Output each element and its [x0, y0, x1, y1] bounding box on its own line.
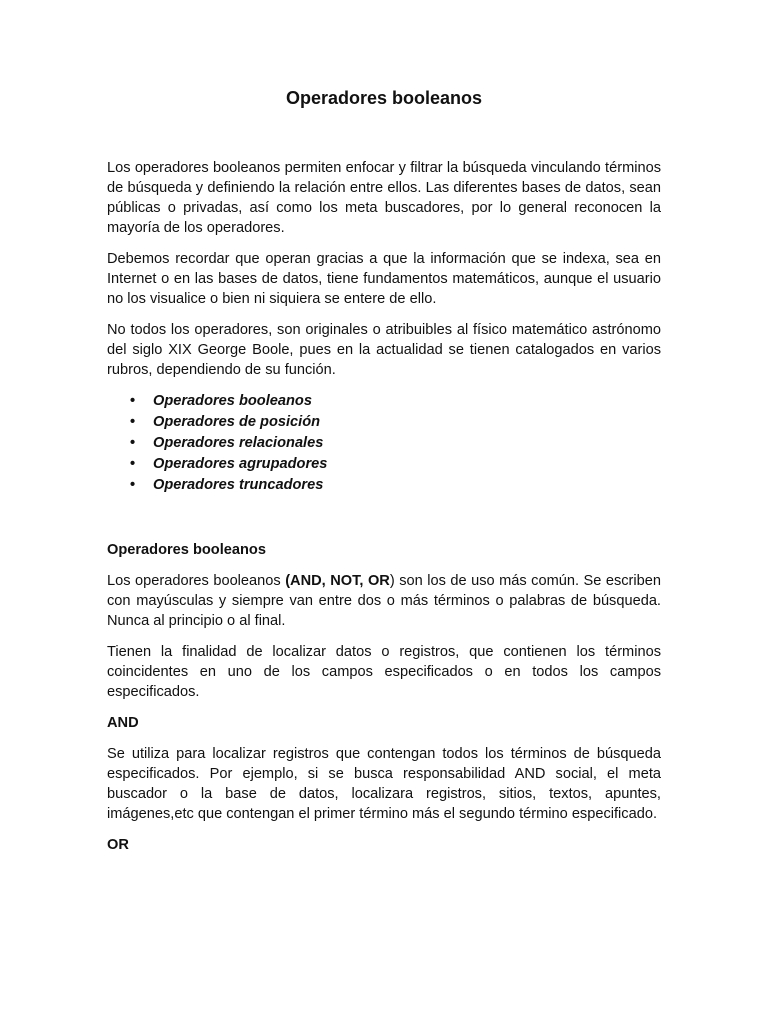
document-title: Operadores booleanos: [285, 88, 483, 108]
section-heading-booleanos: Operadores booleanos: [107, 542, 266, 558]
section-heading-and: AND: [107, 715, 139, 731]
bullet-icon: •: [130, 393, 136, 409]
section-booleanos-paragraph-1: [107, 571, 661, 631]
list-item: [107, 475, 661, 496]
intro-paragraph-2: Debemos recordar que operan gracias a que la información que se indexa, sea en Internet o en las bases de datos, tiene fundamentos matemáticos, aunque el usuario no los visualice o bien ni siquiera se entere de ello.: [107, 251, 661, 307]
operators-emphasis: (AND, NOT, OR: [285, 573, 390, 589]
document-body: [107, 158, 661, 866]
text-run: ) son los de uso más común. Se escriben con mayúsculas y siempre van entre dos o más términos o palabras de búsqueda. Nunca al principio o al final.: [107, 573, 661, 629]
bullet-icon: •: [130, 414, 136, 430]
list-item-label: Operadores relacionales: [153, 435, 324, 451]
list-item-label: Operadores de posición: [153, 414, 321, 430]
bullet-icon: •: [130, 456, 136, 472]
list-item: [107, 412, 661, 433]
intro-paragraph-1: Los operadores booleanos permiten enfocar y filtrar la búsqueda vinculando términos de búsqueda y definiendo la relación entre ellos. Las diferentes bases de datos, sean públicas o privadas, así como los meta buscadores, por lo general reconocen la mayoría de los operadores.: [107, 160, 661, 236]
intro-paragraph-3: No todos los operadores, son originales o atribuibles al físico matemático astrónomo del siglo XIX George Boole, pues en la actualidad se tienen catalogados en varios rubros, dependiendo de su función.: [107, 322, 661, 378]
list-item: [107, 391, 661, 412]
list-item-label: Operadores truncadores: [153, 477, 324, 493]
text-run: Los operadores booleanos: [107, 573, 286, 589]
bullet-icon: •: [130, 435, 136, 451]
operator-types-list: [107, 391, 661, 496]
list-item: [107, 433, 661, 454]
section-heading-or: OR: [107, 837, 129, 853]
list-item-label: Operadores booleanos: [153, 393, 312, 409]
list-item-label: Operadores agrupadores: [153, 456, 328, 472]
section-booleanos-paragraph-2: Tienen la finalidad de localizar datos o registros, que contienen los términos coincidentes en uno de los campos especificados o en todos los campos especificados.: [107, 644, 661, 700]
spacer: [107, 496, 661, 540]
bullet-icon: •: [130, 477, 136, 493]
section-and-paragraph: Se utiliza para localizar registros que contengan todos los términos de búsqueda especificados. Por ejemplo, si se busca responsabilidad AND social, el meta buscador o la base de datos, localizara registros, sitios, textos, apuntes, imágenes,etc que contengan el primer término más el segundo término especificado.: [107, 746, 661, 822]
list-item: [107, 454, 661, 475]
